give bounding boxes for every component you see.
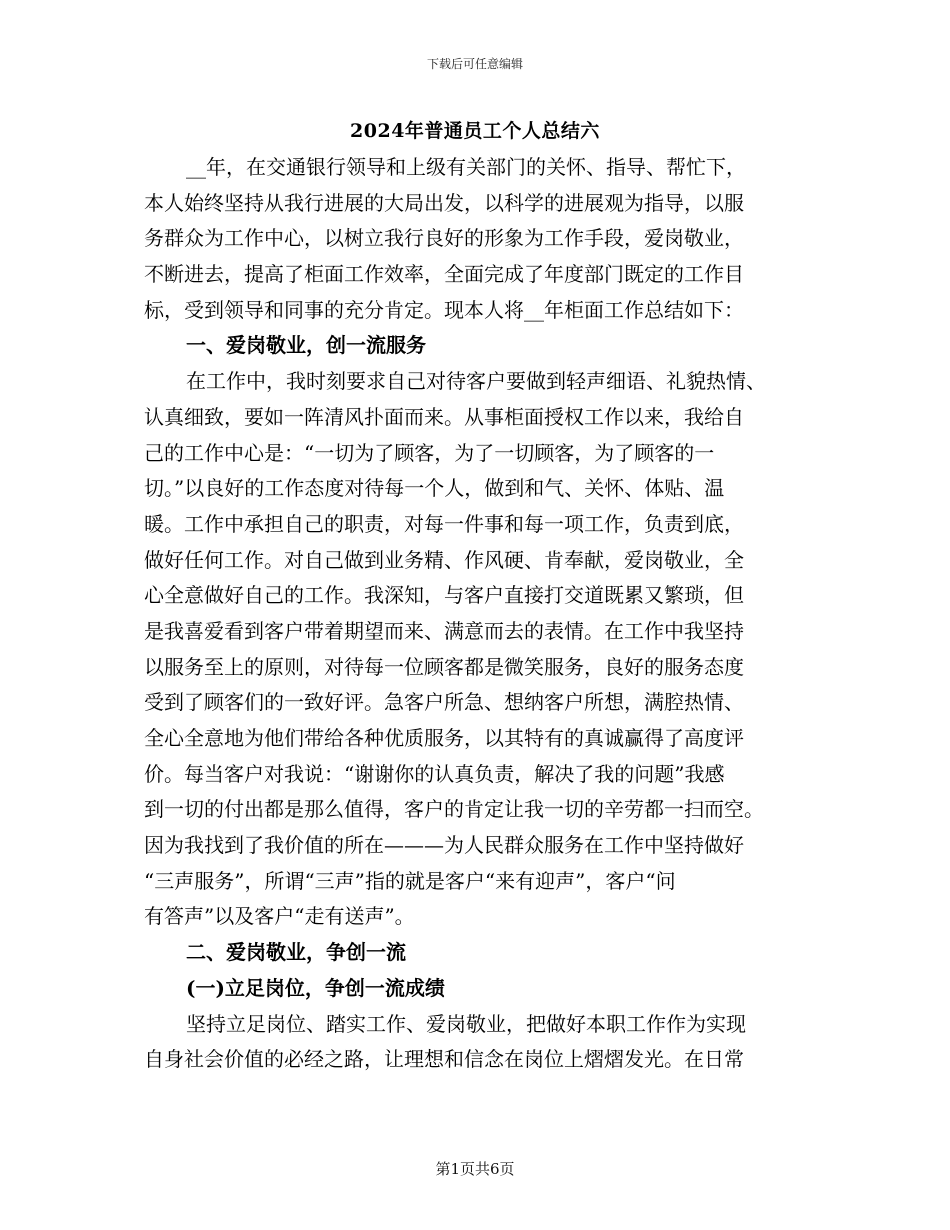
body-line: __年，在交通银行领导和上级有关部门的关怀、指导、帮忙下， — [186, 155, 746, 179]
body-line: 有答声”以及客户“走有送声”。 — [144, 904, 415, 929]
document-title: 2024年普通员工个人总结六 — [350, 120, 600, 142]
body-line: 标，受到领导和同事的充分肯定。现本人将__年柜面工作总结如下： — [144, 297, 744, 322]
section-heading: (一)立足岗位，争创一流成绩 — [186, 975, 445, 1000]
body-line: 务群众为工作中心，以树立我行良好的形象为工作手段，爱岗敬业， — [144, 226, 744, 251]
body-line: 心全意做好自己的工作。我深知，与客户直接打交道既累又繁琐，但 — [144, 583, 744, 608]
document-body — [144, 150, 814, 1078]
body-line: 坚持立足岗位、踏实工作、爱岗敬业，把做好本职工作作为实现 — [186, 1011, 746, 1036]
body-line: 受到了顾客们的一致好评。急客户所急、想纳客户所想，满腔热情、 — [144, 690, 744, 715]
body-line: 不断进去，提高了柜面工作效率，全面完成了年度部门既定的工作目 — [144, 262, 744, 287]
body-line: 己的工作中心是：“一切为了顾客，为了一切顾客，为了顾客的一 — [144, 440, 715, 465]
body-line: 暖。工作中承担自己的职责，对每一件事和每一项工作，负责到底， — [144, 511, 744, 536]
body-line: 以服务至上的原则，对待每一位顾客都是微笑服务，良好的服务态度 — [144, 654, 744, 679]
body-line: 在工作中，我时刻要求自己对待客户要做到轻声细语、礼貌热情、 — [186, 369, 766, 394]
body-line: 是我喜爱看到客户带着期望而来、满意而去的表情。在工作中我坚持 — [144, 618, 744, 643]
body-line: 切。”以良好的工作态度对待每一个人，做到和气、关怀、体贴、温 — [144, 476, 725, 501]
section-heading: 一、爱岗敬业，创一流服务 — [186, 333, 426, 358]
body-line: 到一切的付出都是那么值得，客户的肯定让我一切的辛劳都一扫而空。 — [144, 797, 764, 822]
body-line: 本人始终坚持从我行进展的大局出发，以科学的进展观为指导，以服 — [144, 190, 744, 215]
body-line: 因为我找到了我价值的所在———为人民群众服务在工作中坚持做好 — [144, 833, 744, 858]
body-line: “三声服务”，所谓“三声”指的就是客户“来有迎声”，客户“问 — [144, 868, 676, 893]
page-footer: 第1页共6页 — [435, 1160, 515, 1178]
body-line: 全心全意地为他们带给各种优质服务，以其特有的真诚赢得了高度评 — [144, 726, 744, 750]
body-line: 价。每当客户对我说：“谢谢你的认真负责，解决了我的问题”我感 — [144, 761, 725, 786]
header-note: 下载后可任意编辑 — [426, 57, 523, 71]
body-line: 自身社会价值的必经之路，让理想和信念在岗位上熠熠发光。在日常 — [144, 1047, 744, 1072]
section-heading: 二、爱岗敬业，争创一流 — [186, 940, 406, 965]
body-line: 做好任何工作。对自己做到业务精、作风硬、肯奉献，爱岗敬业，全 — [144, 547, 744, 572]
body-line: 认真细致，要如一阵清风扑面而来。从事柜面授权工作以来，我给自 — [144, 404, 744, 429]
